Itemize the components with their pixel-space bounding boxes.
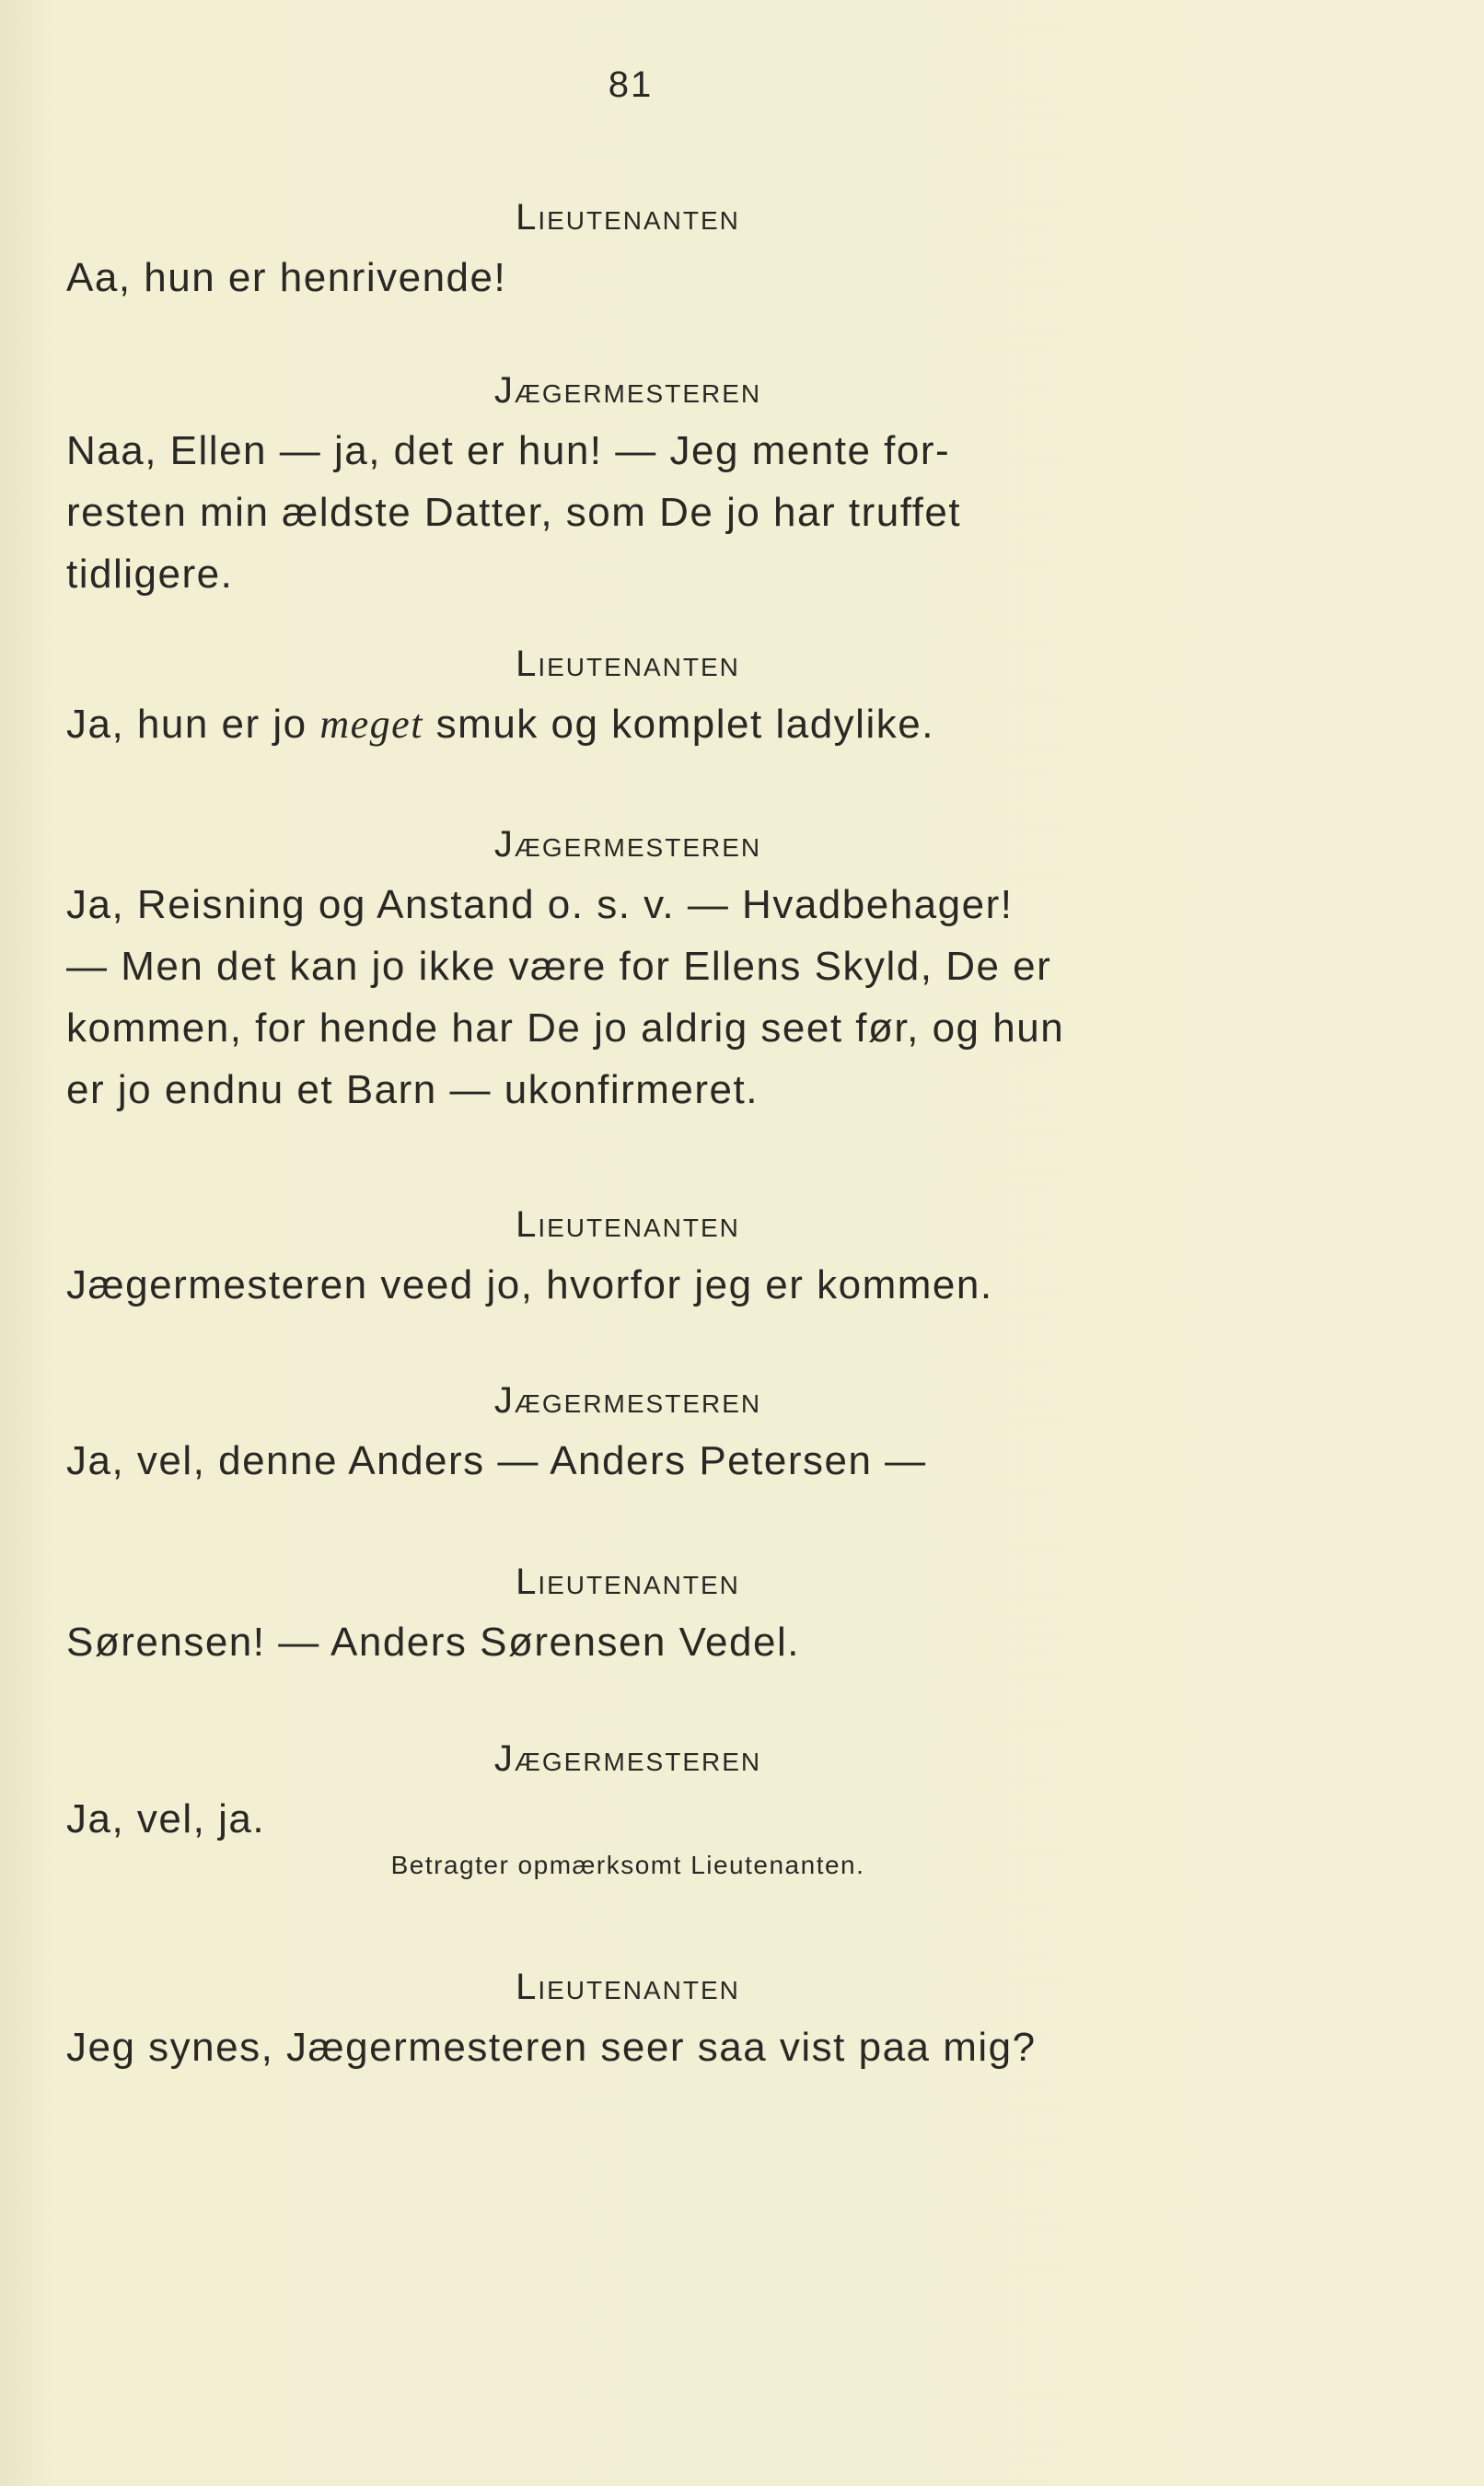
dialogue-block-9 — [66, 1965, 1189, 2074]
speaker-name: Lieutenanten — [516, 197, 740, 238]
speaker-name: Lieutenanten — [516, 1204, 740, 1245]
dialogue-line: tidligere. — [66, 552, 234, 597]
speaker-name: Jægermesteren — [493, 370, 762, 411]
speaker-name: Lieutenanten — [516, 1967, 740, 2007]
dialogue-block-5 — [66, 1202, 1189, 1311]
dialogue-block-1 — [66, 195, 1189, 304]
dialogue-line: Jægermesteren veed jo, hvorfor jeg er kommen. — [66, 1262, 993, 1307]
dialogue-line: Ja, vel, denne Anders — Anders Petersen — — [66, 1438, 927, 1483]
dialogue-line: kommen, for hende har De jo aldrig seet før, og hun — [66, 1005, 1065, 1051]
dialogue-block-8 — [66, 1737, 1189, 1880]
dialogue-line: Ja, Reisning og Anstand o. s. v. — Hvadbehager! — [66, 882, 1014, 927]
dialogue-block-4 — [66, 822, 1189, 1116]
dialogue-line: resten min ældste Datter, som De jo har truffet — [66, 490, 962, 535]
page-number: 81 — [608, 64, 654, 105]
dialogue-line: Aa, hun er henrivende! — [66, 255, 507, 300]
dialogue-line: Naa, Ellen — ja, det er hun! — Jeg mente for- — [66, 428, 951, 473]
dialogue-block-3 — [66, 642, 1189, 750]
speaker-name: Jægermesteren — [493, 1738, 762, 1779]
dialogue-line: — Men det kan jo ikke være for Ellens Skyld, De er — [66, 944, 1052, 989]
dialogue-line: Jeg synes, Jægermesteren seer saa vist paa mig? — [66, 2025, 1037, 2070]
dialogue-line: Ja, vel, ja. — [66, 1796, 266, 1841]
dialogue-block-6 — [66, 1378, 1189, 1487]
dialogue-line: er jo endnu et Barn — ukonfirmeret. — [66, 1067, 759, 1112]
dialogue-block-7 — [66, 1560, 1189, 1668]
speaker-name: Lieutenanten — [516, 644, 740, 684]
dialogue-block-2 — [66, 368, 1189, 600]
speaker-name: Jægermesteren — [493, 824, 762, 865]
emphasized-word: meget — [319, 702, 423, 747]
dialogue-line — [66, 699, 1189, 750]
dialogue-line: Sørensen! — Anders Sørensen Vedel. — [66, 1620, 800, 1665]
speaker-name: Jægermesteren — [493, 1380, 762, 1421]
speaker-name: Lieutenanten — [516, 1562, 740, 1602]
stage-direction: Betragter opmærksomt Lieutenanten. — [390, 1851, 865, 1879]
dialogue-text: smuk og komplet ladylike. — [423, 702, 934, 747]
dialogue-text: Ja, hun er jo — [66, 702, 320, 747]
